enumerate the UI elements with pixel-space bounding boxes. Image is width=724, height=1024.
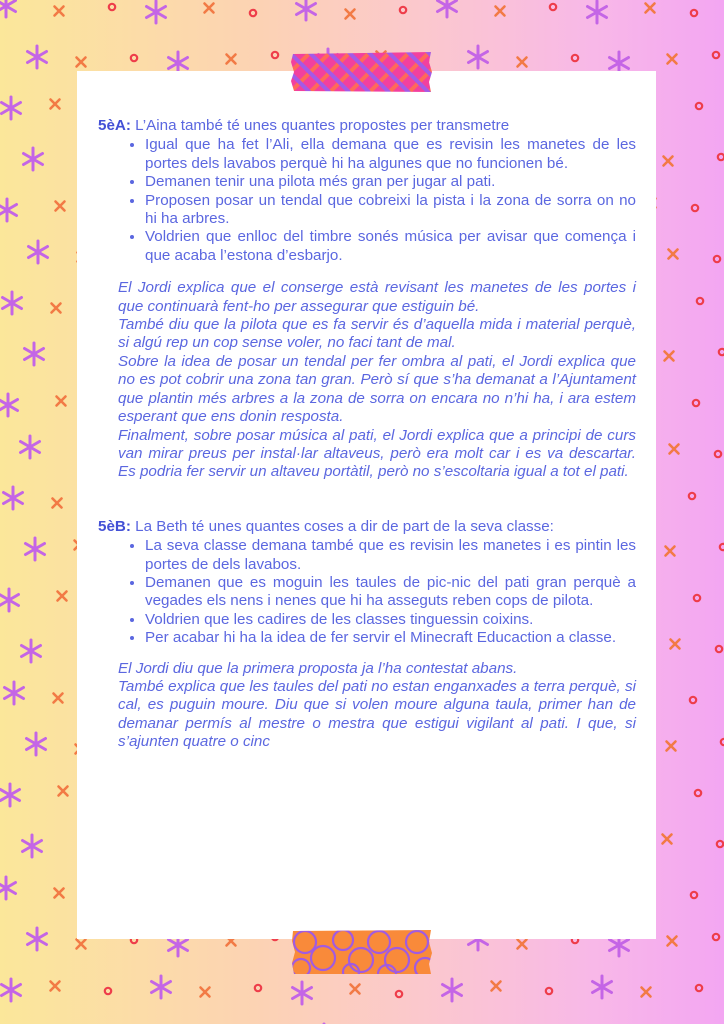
star-icon [5, 682, 24, 704]
star-icon [0, 199, 17, 221]
dot-icon [131, 55, 137, 61]
response-paragraph: El Jordi explica que el conserge està revisant les manetes de les portes i que continuarà fent-ho per assegurar que estiguin bé. [118, 279, 636, 315]
dot-icon [255, 985, 261, 991]
section-intro: La Beth té unes quantes coses a dir de part de la seva classe: [130, 517, 554, 535]
list-item: • Voldrien que les cadires de les classes tinguessin coixins. [145, 611, 636, 629]
star-icon [0, 589, 19, 611]
star-icon [152, 976, 171, 998]
x-mark-icon [77, 940, 86, 949]
x-mark-icon [58, 592, 67, 601]
star-icon [147, 1, 166, 23]
section-intro: L’Aina també té unes quantes propostes per transmetre [130, 117, 510, 134]
star-icon [23, 835, 42, 857]
dot-icon [400, 7, 406, 13]
dot-icon [550, 4, 556, 10]
minutes-content [98, 117, 636, 752]
x-mark-icon [205, 4, 214, 13]
star-icon [0, 394, 18, 416]
star-icon [443, 979, 462, 1001]
x-mark-icon [646, 4, 655, 13]
x-mark-icon [227, 55, 236, 64]
star-icon [0, 0, 16, 17]
section-5eB [98, 518, 636, 752]
response-paragraph: Finalment, sobre posar música al pati, el Jordi explica que a principi de curs van mirar preus per instal·lar altaveus, però era molt car i es va descartar. Es podria fer servir un altaveu portàtil, però no s’escoltaria igual a tot el pati. [118, 426, 636, 481]
star-icon [3, 292, 22, 314]
dot-icon [719, 349, 724, 355]
x-mark-icon [57, 397, 66, 406]
x-mark-icon [51, 100, 60, 109]
x-mark-icon [668, 55, 677, 64]
star-icon [24, 148, 43, 170]
x-mark-icon [77, 58, 86, 67]
x-mark-icon [667, 742, 676, 751]
dot-icon [697, 298, 703, 304]
dot-icon [572, 55, 578, 61]
dot-icon [713, 934, 719, 940]
washi-tape-bottom [291, 928, 433, 976]
star-icon [21, 436, 40, 458]
x-mark-icon [665, 352, 674, 361]
x-mark-icon [53, 499, 62, 508]
dot-icon [272, 52, 278, 58]
star-icon [297, 0, 316, 20]
dot-icon [718, 154, 724, 160]
star-icon [2, 97, 21, 119]
star-icon [28, 928, 47, 950]
x-mark-icon [55, 889, 64, 898]
x-mark-icon [54, 694, 63, 703]
list-item: • Proposen posar un tendal que cobreixi la pista i la zona de sorra on no hi ha arbres. [145, 192, 636, 229]
star-icon [1, 784, 20, 806]
dot-icon [691, 892, 697, 898]
dot-icon [715, 451, 721, 457]
dot-icon [105, 988, 111, 994]
star-icon [25, 343, 44, 365]
x-mark-icon [55, 7, 64, 16]
section-heading [98, 117, 636, 135]
star-icon [293, 982, 312, 1004]
response-paragraph: També explica que les taules del pati no estan enganxades a terra perquè, si cal, es puguin moure. Diu que si volen moure alguna taula, primer han de demanar permís al mestre o mestra que estigui vigilant al pati. I que, si s’ajunten quatre o cinc [118, 677, 636, 751]
star-icon [2, 979, 21, 1001]
star-icon [4, 487, 23, 509]
dot-icon [714, 256, 720, 262]
response-paragraph: Sobre la idea de posar un tendal per fer ombra al pati, el Jordi explica que no es pot cobrir una zona tan gran. Però sí que s’ha demanat a l’Ajuntament que plantin més arbres a la zona de sorra on encara no n’hi ha, i ara estem esperant que ens donin resposta. [118, 352, 636, 426]
x-mark-icon [668, 937, 677, 946]
star-icon [0, 877, 16, 899]
dot-icon [695, 790, 701, 796]
dot-icon [689, 493, 695, 499]
dot-icon [691, 10, 697, 16]
star-icon [22, 640, 41, 662]
x-mark-icon [59, 787, 68, 796]
x-mark-icon [663, 835, 672, 844]
dot-icon [396, 991, 402, 997]
x-mark-icon [351, 985, 360, 994]
x-mark-icon [496, 7, 505, 16]
response-note [118, 279, 636, 481]
proposal-list [98, 537, 636, 647]
list-item: • Igual que ha fet l’Ali, ella demana que es revisin les manetes de les portes dels lavabos perquè hi ha algunes que no funcionen bé. [145, 136, 636, 173]
list-item: • Per acabar hi ha la idea de fer servir el Minecraft Educaction a classe. [145, 629, 636, 647]
x-mark-icon [642, 988, 651, 997]
dot-icon [716, 646, 722, 652]
dot-icon [250, 10, 256, 16]
dot-icon [109, 4, 115, 10]
proposal-list [98, 136, 636, 265]
section-heading [98, 518, 636, 536]
star-icon [27, 733, 46, 755]
washi-tape-top [290, 50, 434, 94]
dot-icon [713, 52, 719, 58]
x-mark-icon [671, 640, 680, 649]
star-icon [26, 538, 45, 560]
x-mark-icon [201, 988, 210, 997]
x-mark-icon [346, 10, 355, 19]
response-note [118, 660, 636, 752]
x-mark-icon [669, 250, 678, 259]
x-mark-icon [664, 157, 673, 166]
dot-icon [693, 400, 699, 406]
dot-icon [720, 544, 724, 550]
x-mark-icon [518, 58, 527, 67]
section-5eA [98, 117, 636, 482]
list-item: • Voldrien que enlloc del timbre sonés música per avisar que comença i que acaba l’estona d’esbarjo. [145, 228, 636, 265]
star-icon [28, 46, 47, 68]
star-icon [593, 976, 612, 998]
class-label: 5èA: [98, 117, 131, 134]
star-icon [469, 46, 488, 68]
star-icon [438, 0, 457, 17]
star-icon [29, 241, 48, 263]
x-mark-icon [52, 304, 61, 313]
dot-icon [717, 841, 723, 847]
dot-icon [696, 103, 702, 109]
x-mark-icon [666, 547, 675, 556]
x-mark-icon [670, 445, 679, 454]
dot-icon [690, 697, 696, 703]
x-mark-icon [518, 940, 527, 949]
response-paragraph: També diu que la pilota que es fa servir és d’aquella mida i material perquè, si algú rep un cop sense voler, no faci tant de mal. [118, 316, 636, 352]
dot-icon [546, 988, 552, 994]
dot-icon [694, 595, 700, 601]
dot-icon [692, 205, 698, 211]
response-paragraph: El Jordi diu que la primera proposta ja l’ha contestat abans. [118, 659, 518, 677]
list-item: • Demanen que es moguin les taules de pic-nic del pati gran perquè a vegades els nens i nenes que hi ha asseguts reben cops de pilota. [145, 574, 636, 611]
list-item: • La seva classe demana també que es revisin les manetes i es pintin les portes de dels lavabos. [145, 537, 636, 574]
x-mark-icon [492, 982, 501, 991]
x-mark-icon [56, 202, 65, 211]
dot-icon [696, 985, 702, 991]
star-icon [588, 1, 607, 23]
class-label: 5èB: [98, 517, 131, 535]
x-mark-icon [51, 982, 60, 991]
list-item: • Demanen tenir una pilota més gran per jugar al pati. [145, 173, 636, 191]
